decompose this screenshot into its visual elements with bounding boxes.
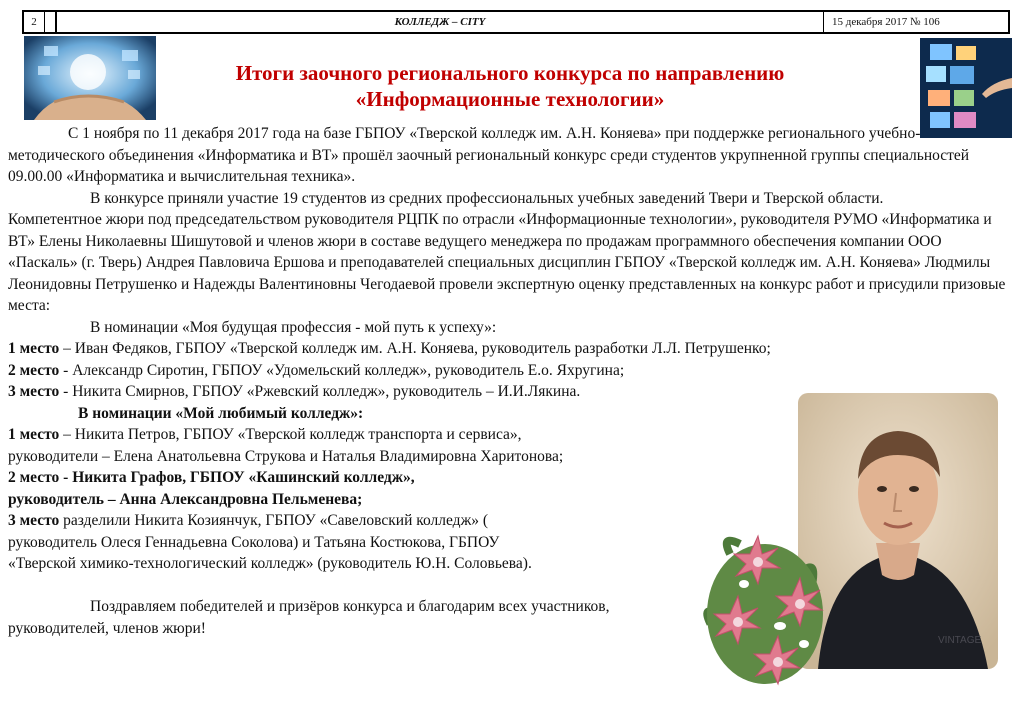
place-label: 3 место [8, 383, 60, 400]
paragraph-participants: В конкурсе приняли участие 19 студентов из средних профессиональных учебных заведений Твери и Тверской области. [90, 189, 884, 207]
place-label: 3 место [8, 512, 60, 529]
article-title [160, 60, 860, 112]
place-label: 1 место [8, 426, 60, 443]
paragraph-jury: Компетентное жюри под председательством руководителя РЦПК по отрасли «Информационные технологии», руководителя РУМО «Информатика и ВТ» Елены Николаевны Шишутовой и членов жюри в составе ведущего менеджера по продажам программного обеспечения компании ООО «Паскаль» (г. Тверь) Андрея Павловича Ершова и преподавателей специальных дисциплин ГБПОУ «Тверской колледж им. А.Н. Коняева» Людмилы Леонидовны Петрушенко и Надежды Валентиновны Чегодаевой провели экспертную оценку представленных на конкурс работ и присудили призовые места: [8, 211, 1006, 314]
place-text: - Александр Сиротин, ГБПОУ «Удомельский колледж», руководитель Е.о. Яхругина; [59, 361, 625, 379]
closing-line-1: Поздравляем победителей и призёров конкурса и благодарим всех участников, [90, 598, 610, 615]
page-number: 2 [24, 12, 45, 32]
tech-hands-image [24, 36, 156, 120]
nomination-2-place-3-line2: руководитель Олеся Геннадьевна Соколова) и Татьяна Костюкова, ГБПОУ [8, 533, 500, 551]
nomination-1-place-1 [8, 338, 1013, 360]
svg-text:VINTAGE: VINTAGE [938, 635, 982, 646]
place-text: разделили Никита Козиянчук, ГБПОУ «Савеловский колледж» ( [59, 512, 489, 529]
place-label: 2 место [8, 361, 60, 379]
title-line-2: «Информационные технологии» [355, 87, 665, 111]
issue-date: 15 декабря 2017 № 106 [832, 16, 940, 28]
nomination-2-place-2-supervisor: руководитель – Анна Александровна Пельменева; [8, 490, 363, 508]
nomination-1-title: В номинации «Моя будущая профессия - мой путь к успеху»: [90, 318, 497, 336]
closing-line-2: руководителей, членов жюри! [8, 619, 206, 637]
nomination-2-place-1-supervisors: руководители – Елена Анатольевна Струкова и Наталья Владимировна Харитонова; [8, 447, 564, 465]
header-spacer [45, 12, 56, 32]
nomination-1-place-2 [8, 360, 1013, 382]
title-line-1: Итоги заочного регионального конкурса по направлению [235, 61, 785, 85]
flower-bouquet-image [700, 514, 830, 704]
paragraph-intro: С 1 ноября по 11 декабря 2017 года на базе ГБПОУ «Тверской колледж им. А.Н. Коняева» при поддержке регионального учебно-методического объединения «Информатика и ВТ» прошёл заочный региональный конкурс среди студентов укрупненной группы специальностей 09.00.00 «Информатика и вычислительная техника». [8, 125, 970, 185]
section-name: КОЛЛЕДЖ – CITY [56, 12, 824, 32]
place-text: – Иван Федяков, ГБПОУ «Тверской колледж им. А.Н. Коняева, руководитель разработки Л.Л. Петрушенко; [59, 340, 771, 357]
place-label: 1 место [8, 340, 60, 357]
page-header [22, 10, 1010, 34]
nomination-2-place-2: 2 место - Никита Графов, ГБПОУ «Кашинский колледж», [8, 469, 415, 486]
nomination-2-title: В номинации «Мой любимый колледж»: [78, 404, 364, 422]
place-text: - Никита Смирнов, ГБПОУ «Ржевский колледж», руководитель – И.И.Лякина. [59, 383, 581, 400]
place-text: – Никита Петров, ГБПОУ «Тверской колледж транспорта и сервиса», [59, 426, 522, 443]
nomination-2-place-3-line3: «Тверской химико-технологический колледж» (руководитель Ю.Н. Соловьева). [8, 555, 532, 572]
